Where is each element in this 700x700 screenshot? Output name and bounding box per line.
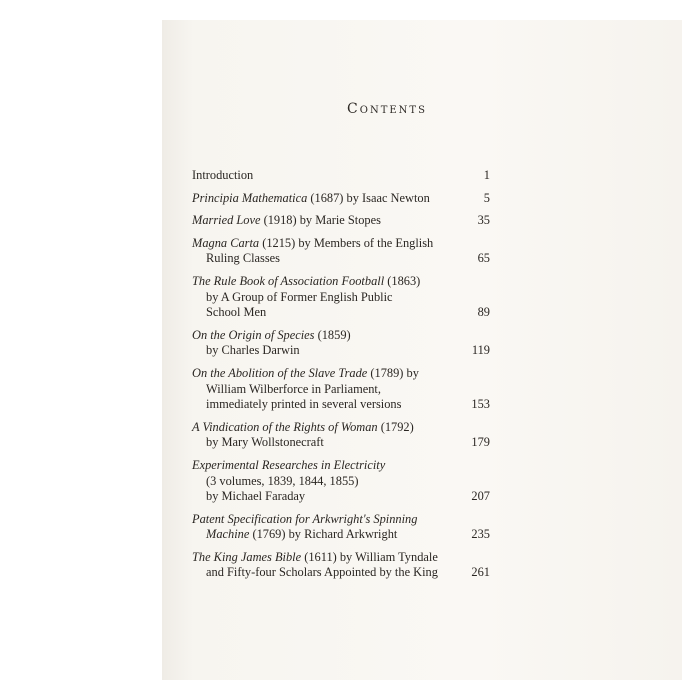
work-title: On the Origin of Species bbox=[192, 327, 315, 342]
toc-entry bbox=[192, 168, 490, 184]
entry-text: (1918) by Marie Stopes bbox=[260, 213, 381, 228]
toc-entry-line bbox=[192, 397, 490, 413]
toc-entry-line bbox=[192, 290, 490, 306]
work-title: Principia Mathematica bbox=[192, 190, 308, 205]
toc-entry bbox=[192, 236, 490, 267]
entry-text: by Michael Faraday bbox=[206, 489, 306, 504]
page-number: 235 bbox=[471, 527, 490, 542]
toc-entry bbox=[192, 213, 490, 229]
toc-entry-line bbox=[192, 435, 490, 451]
work-title: A Vindication of the Rights of Woman bbox=[192, 419, 378, 434]
toc-entry-line bbox=[192, 213, 490, 229]
toc-entry-line bbox=[192, 458, 490, 474]
page-number: 1 bbox=[483, 168, 490, 182]
entry-text: (1687) by Isaac Newton bbox=[307, 190, 430, 205]
toc-entry-line bbox=[192, 382, 490, 398]
entry-text: William Wilberforce in Parliament, bbox=[206, 381, 381, 396]
page-number: 261 bbox=[471, 565, 490, 580]
entry-text: by A Group of Former English Public bbox=[206, 289, 393, 304]
entry-text: School Men bbox=[206, 305, 267, 320]
entry-text: (1859) bbox=[314, 327, 351, 342]
page-number: 65 bbox=[477, 251, 490, 266]
toc-entry-line bbox=[192, 527, 490, 543]
entry-text: (1789) by bbox=[367, 365, 419, 380]
work-title: Patent Specification for Arkwright's Spinning bbox=[192, 511, 418, 526]
table-of-contents bbox=[192, 168, 490, 588]
entry-text: (1215) by Members of the English bbox=[259, 235, 434, 250]
page-number: 119 bbox=[471, 343, 490, 358]
entry-text: by Mary Wollstonecraft bbox=[206, 435, 324, 450]
work-title: Machine bbox=[206, 527, 250, 542]
toc-entry bbox=[192, 191, 490, 207]
entry-text: and Fifty-four Scholars Appointed by the King bbox=[206, 565, 438, 580]
work-title: Experimental Researches in Electricity bbox=[192, 457, 386, 472]
toc-entry bbox=[192, 274, 490, 321]
toc-entry-line bbox=[192, 366, 490, 382]
toc-entry bbox=[192, 550, 490, 581]
work-title: On the Abolition of the Slave Trade bbox=[192, 365, 368, 380]
toc-entry-line bbox=[192, 565, 490, 581]
toc-entry bbox=[192, 366, 490, 413]
toc-entry bbox=[192, 458, 490, 505]
toc-entry-line bbox=[192, 236, 490, 252]
toc-entry-line bbox=[192, 191, 490, 207]
entry-text: (1611) by William Tyndale bbox=[301, 549, 438, 564]
work-title: The King James Bible bbox=[192, 549, 302, 564]
page-number: 207 bbox=[471, 489, 490, 504]
toc-entry-line bbox=[192, 512, 490, 528]
toc-entry bbox=[192, 420, 490, 451]
page-number: 35 bbox=[477, 213, 490, 228]
entry-text: Ruling Classes bbox=[206, 251, 281, 266]
work-title: Married Love bbox=[192, 213, 261, 228]
entry-text: Introduction bbox=[192, 168, 254, 182]
book-page bbox=[162, 20, 682, 680]
toc-entry-line bbox=[192, 474, 490, 490]
contents-heading: Contents bbox=[347, 101, 427, 117]
page-number: 5 bbox=[483, 190, 490, 205]
toc-entry-line bbox=[192, 305, 490, 321]
toc-entry bbox=[192, 328, 490, 359]
toc-entry-line bbox=[192, 168, 490, 184]
toc-entry bbox=[192, 512, 490, 543]
entry-text: immediately printed in several versions bbox=[206, 397, 402, 412]
work-title: Magna Carta bbox=[192, 235, 260, 250]
toc-entry-line bbox=[192, 251, 490, 267]
toc-entry-line bbox=[192, 343, 490, 359]
toc-entry-line bbox=[192, 274, 490, 290]
entry-text: by Charles Darwin bbox=[206, 343, 300, 358]
work-title: The Rule Book of Association Football bbox=[192, 273, 385, 288]
entry-text: (1769) by Richard Arkwright bbox=[249, 527, 398, 542]
entry-text: (1792) bbox=[377, 419, 414, 434]
page-number: 179 bbox=[471, 435, 490, 450]
toc-entry-line bbox=[192, 489, 490, 505]
toc-entry-line bbox=[192, 328, 490, 344]
entry-text: (1863) bbox=[384, 273, 421, 288]
toc-entry-line bbox=[192, 420, 490, 436]
page-number: 153 bbox=[471, 397, 490, 412]
entry-text: (3 volumes, 1839, 1844, 1855) bbox=[206, 473, 359, 488]
page-number: 89 bbox=[477, 305, 490, 320]
toc-entry-line bbox=[192, 550, 490, 566]
